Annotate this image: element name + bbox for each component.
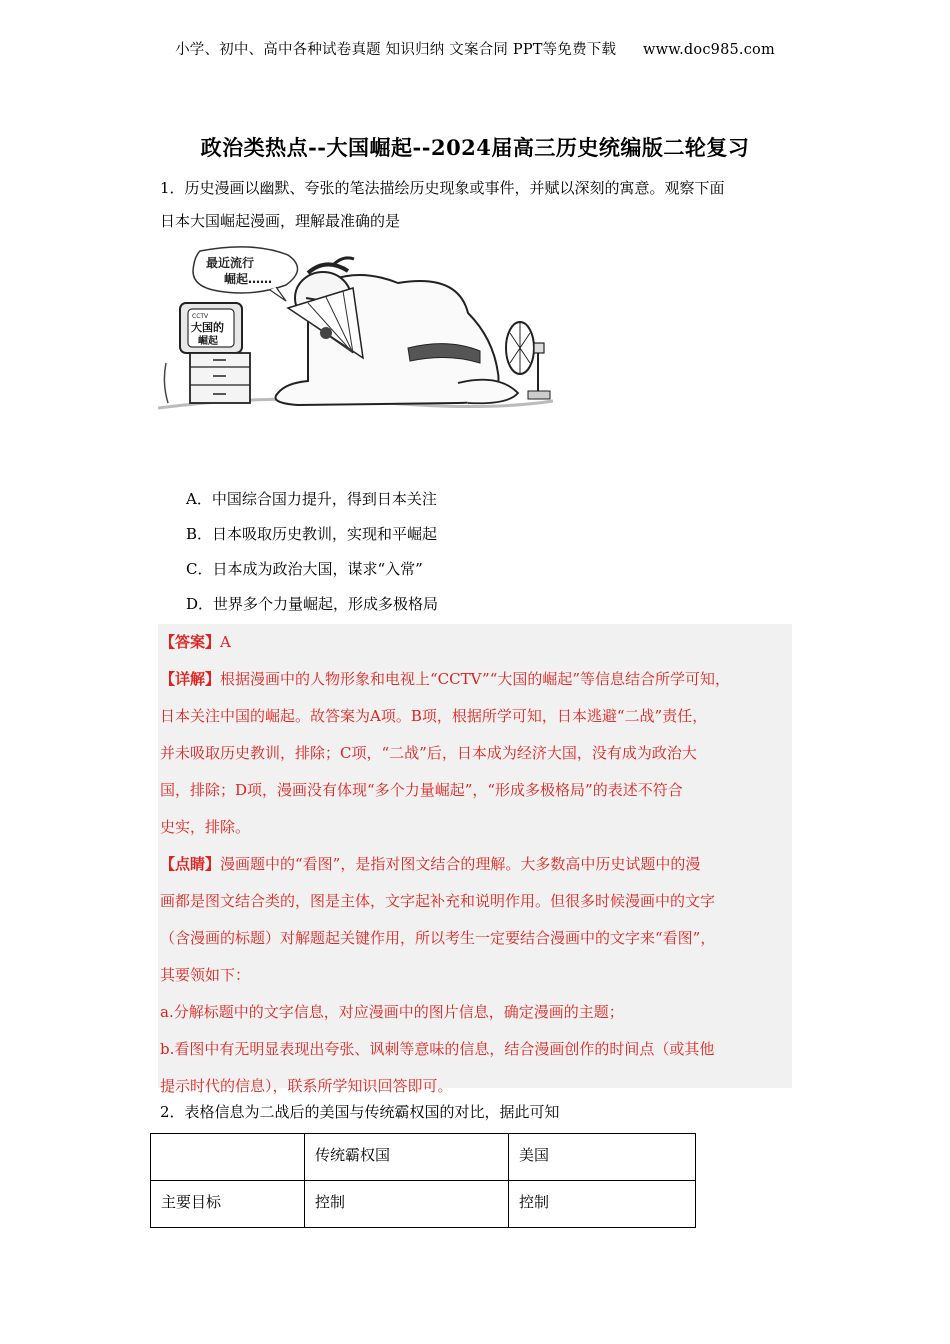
tv-line-2: 崛起 — [198, 336, 218, 347]
option-a: A．中国综合国力提升，得到日本关注 — [186, 490, 437, 508]
header-text: 小学、初中、高中各种试卷真题 知识归纳 文案合同 PPT等免费下载 — [175, 42, 617, 58]
answer-label: 【答案】 — [160, 633, 221, 651]
detail-line-1 — [158, 661, 792, 698]
detail-text-1: 根据漫画中的人物形象和电视上“CCTV”“大国的崛起”等信息结合所学可知， — [220, 670, 731, 688]
option-b: B．日本吸取历史教训，实现和平崛起 — [186, 525, 438, 543]
comparison-table — [150, 1133, 696, 1228]
answer-explanation-box — [158, 624, 792, 1095]
speech-line-1: 最近流行 — [206, 256, 255, 270]
detail-line-2: 日本关注中国的崛起。故答案为A项。B项，根据所学可知，日本逃避“二战”责任， — [160, 707, 708, 725]
option-d: D．世界多个力量崛起，形成多极格局 — [186, 595, 439, 613]
tv-line-1: 大国的 — [191, 321, 224, 334]
table-header-cell: 传统霸权国 — [305, 1134, 509, 1181]
tip-line-6: b.看图中有无明显表现出夸张、讽刺等意味的信息，结合漫画创作的时间点（或其他 — [160, 1040, 715, 1058]
table-header-row — [151, 1134, 696, 1181]
table-cell: 主要目标 — [151, 1181, 305, 1228]
detail-line-3: 并未吸取历史教训，排除；C项，“二战”后，日本成为经济大国，没有成为政治大 — [160, 744, 697, 762]
tv-set — [164, 303, 250, 403]
header-site-link[interactable]: www.doc985.com — [642, 42, 775, 58]
tip-text-1: 漫画题中的“看图”，是指对图文结合的理解。大多数高中历史试题中的漫 — [220, 855, 701, 873]
tip-line-3: （含漫画的标题）对解题起关键作用，所以考生一定要结合漫画中的文字来“看图”， — [160, 929, 716, 947]
answer-line — [158, 624, 792, 661]
question-2-stem: 2．表格信息为二战后的美国与传统霸权国的对比，据此可知 — [160, 1103, 560, 1121]
question-1-stem — [160, 172, 800, 238]
detail-label: 【详解】 — [160, 670, 221, 688]
option-c: C．日本成为政治大国，谋求“入常” — [186, 560, 423, 578]
tip-line-5: a.分解标题中的文字信息，对应漫画中的图片信息，确定漫画的主题； — [160, 1003, 624, 1021]
tip-line-2: 画都是图文结合类的，图是主体，文字起补充和说明作用。但很多时候漫画中的文字 — [160, 892, 716, 910]
table-row — [151, 1181, 696, 1228]
detail-line-5: 史实，排除。 — [160, 818, 251, 836]
question-1-stem-line-2: 日本大国崛起漫画，理解最准确的是 — [160, 212, 401, 230]
question-1-options — [186, 484, 438, 624]
cartoon-illustration — [158, 243, 558, 423]
tip-line-4: 其要领如下： — [160, 966, 251, 984]
speech-line-2: 崛起…… — [224, 272, 273, 286]
tip-label: 【点睛】 — [160, 855, 221, 873]
tip-line-7: 提示时代的信息），联系所学知识回答即可。 — [160, 1077, 453, 1095]
tip-line-1 — [158, 846, 792, 883]
tv-logo: CCTV — [192, 313, 209, 320]
table-header-cell: 美国 — [509, 1134, 696, 1181]
page-header — [0, 38, 950, 59]
table-cell: 控制 — [305, 1181, 509, 1228]
sumo-wrestler — [276, 258, 519, 405]
table-header-cell — [151, 1134, 305, 1181]
document-title: 政治类热点--大国崛起--2024届高三历史统编版二轮复习 — [200, 135, 750, 160]
table-cell: 控制 — [509, 1181, 696, 1228]
detail-line-4: 国，排除；D项，漫画没有体现“多个力量崛起”，“形成多极格局”的表述不符合 — [160, 781, 683, 799]
question-1-stem-line-1: 1．历史漫画以幽默、夸张的笔法描绘历史现象或事件，并赋以深刻的寓意。观察下面 — [160, 179, 725, 197]
speech-bubble — [193, 247, 298, 301]
answer-value: A — [220, 633, 231, 651]
